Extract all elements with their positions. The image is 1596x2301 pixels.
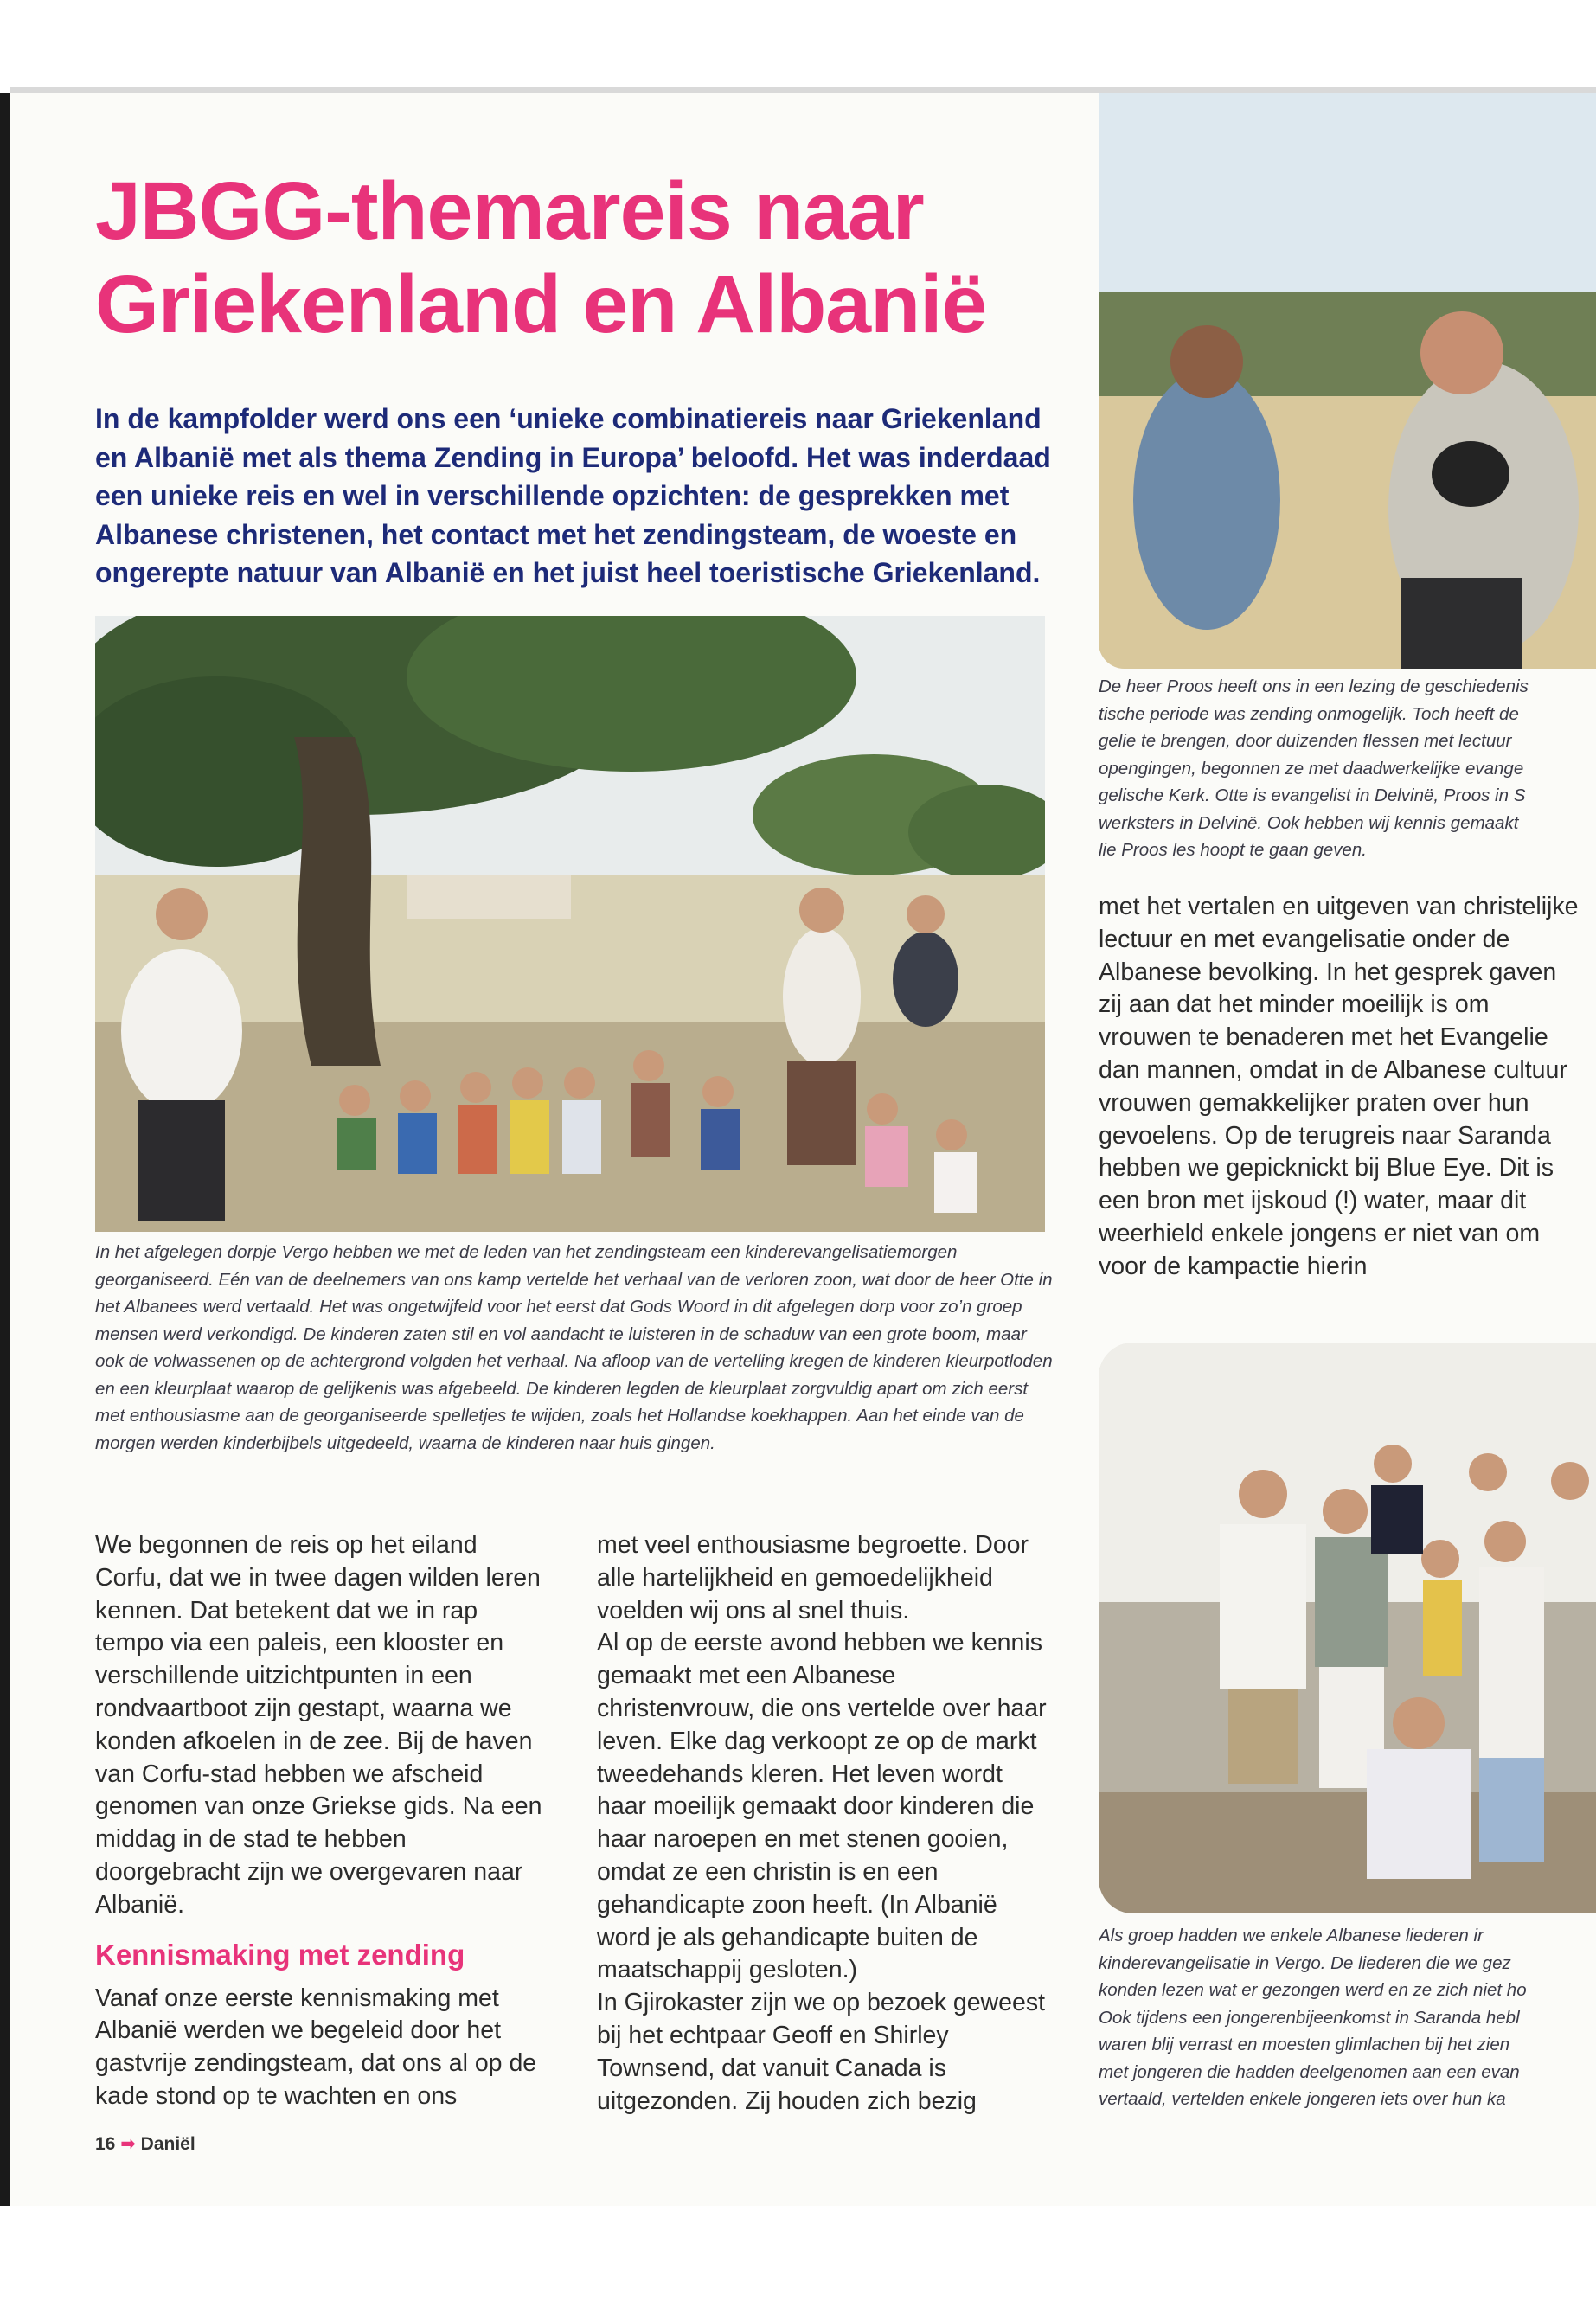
arrow-right-icon: ➡ — [120, 2134, 136, 2154]
caption-line: De heer Proos heeft ons in een lezing de geschiedenis — [1099, 676, 1529, 696]
speakers-photo-caption — [1099, 673, 1596, 864]
caption-line: gelische Kerk. Otte is evangelist in Delvinë, Proos in S — [1099, 785, 1526, 805]
caption-line: opengingen, begonnen ze met daadwerkelijke evange — [1099, 758, 1524, 779]
page-number: 16 — [95, 2134, 116, 2154]
body-paragraph: met het vertalen en uitgeven van christelijke lectuur en met evangelisatie onder de Albanese bevolking. In het gesprek gaven zij aan dat het minder moeilijk is om vrouwen te benaderen met het Evangelie dan mannen, omdat in de Albanese cultuur vrouwen gemakkelijker praten over hun gevoelens. Op de terugreis naar Saranda hebben we gepicknickt bij Blue Eye. Dit is een bron met ijskoud (!) water, maar dit weerhield enkele jongens er niet van om voor de kampactie hierin — [1099, 893, 1579, 1280]
article-lead: In de kampfolder werd ons een ‘unieke combinatiereis naar Griekenland en Albanië met als thema Zending in Europa’ beloofd. Het was inderdaad een unieke reis en wel in verschillende opzichten: de gesprekken met Albanese christenen, het contact met het zendingsteam, de woeste en ongerepte natuur van Albanië en het juist heel toeristische Griekenland. — [95, 403, 1051, 588]
speakers-photo — [1099, 93, 1596, 669]
scan-left-edge — [0, 93, 10, 2206]
body-column-right — [1099, 891, 1583, 1284]
body-paragraph: met veel enthousiasme begroette. Door alle hartelijkheid en gemoedelijkheid voelden wij ons al snel thuis. — [597, 1531, 1029, 1625]
caption-line: met jongeren die hadden deelgenomen aan een evan — [1099, 2061, 1520, 2082]
caption-line: tische periode was zending onmogelijk. Toch heeft de — [1099, 703, 1519, 724]
group-photo-drawing — [1099, 1343, 1596, 1913]
caption-line: lie Proos les hoopt te gaan geven. — [1099, 840, 1367, 860]
caption-line: Ook tijdens een jongerenbijeenkomst in Saranda hebl — [1099, 2007, 1520, 2028]
caption-line: kinderevangelisatie in Vergo. De liederen die we gez — [1099, 1952, 1511, 1973]
page-footer — [95, 2133, 195, 2155]
group-photo-youth — [1099, 1343, 1596, 1913]
body-paragraph: Vanaf onze eerste kennismaking met Albanië werden we begeleid door het gastvrije zendingsteam, dat ons al op de kade stond op te wachten en ons — [95, 1984, 537, 2110]
body-column-left — [95, 1529, 545, 2113]
body-paragraph: In Gjirokaster zijn we op bezoek geweest bij het echtpaar Geoff en Shirley Townsend, dat vanuit Canada is uitgezonden. Zij houden zich bezig — [597, 1989, 1046, 2115]
caption-line: werksters in Delvinë. Ook hebben wij kennis gemaakt — [1099, 812, 1519, 833]
caption-line: waren blij verrast en moesten glimlachen bij het zien — [1099, 2035, 1510, 2054]
caption-line: vertaald, vertelden enkele jongeren iets over hun ka — [1099, 2089, 1506, 2109]
main-photo-children-under-tree — [95, 616, 1045, 1232]
section-subheading: Kennismaking met zending — [95, 1938, 465, 1971]
body-paragraph: We begonnen de reis op het eiland Corfu, dat we in twee dagen wilden leren kennen. Dat betekent dat we in rap tempo via een paleis, een klooster en verschillende uitzichtpunten in een rondvaartboot zijn gestapt, waarna we konden afkoelen in de zee. Bij de haven van Corfu-stad hebben we afscheid genomen van onze Griekse gids. Na een middag in de stad te hebben doorgebracht zijn we overgevaren naar Albanië. — [95, 1531, 542, 1919]
article-title: JBGG-themareis naar Griekenland en Albanië — [95, 165, 987, 350]
main-photo-caption: In het afgelegen dorpje Vergo hebben we met de leden van het zendingsteam een kinderevangelisatiemorgen georganiseerd. Eén van de deelnemers van ons kamp vertelde het verhaal van de verloren zoon, wat door de heer Otte in het Albanees werd vertaald. Het was ongetwijfeld voor het eerst dat Gods Woord in dit afgelegen dorp voor zo’n groep mensen werd verkondigd. De kinderen zaten stil en vol aandacht te luisteren in de schaduw van een grote boom, maar ook de volwassenen op de achtergrond volgden het verhaal. Na afloop van de vertelling kregen de kinderen kleurpotloden en een kleurplaat waarop de gelijkenis was afgebeeld. De kinderen legden de kleurplaat zorgvuldig apart om zich eerst met enthousiasme aan de georganiseerde spelletjes te wijden, zoals het Hollandse koekhappen. Aan het einde van de morgen werden kinderbijbels uitgedeeld, waarna de kinderen naar huis gingen. — [95, 1242, 1053, 1453]
body-column-middle — [597, 1529, 1047, 2118]
main-photo-drawing — [95, 616, 1045, 1232]
group-photo-caption — [1099, 1922, 1596, 2113]
caption-line: konden lezen wat er gezongen werd en ze zich niet ho — [1099, 1980, 1527, 2000]
magazine-name: Daniël — [140, 2134, 195, 2154]
speakers-photo-drawing — [1099, 93, 1596, 669]
body-paragraph: Al op de eerste avond hebben we kennis gemaakt met een Albanese christenvrouw, die ons vertelde over haar leven. Elke dag verkoopt ze op de markt tweedehands kleren. Het leven wordt haar moeilijk gemaakt door kinderen die haar naroepen en met stenen gooien, omdat ze een christin is en een gehandicapte zoon heeft. (In Albanië word je als gehandicapte buiten de maatschappij gesloten.) — [597, 1629, 1047, 1984]
caption-line: Als groep hadden we enkele Albanese liederen ir — [1099, 1926, 1484, 1945]
caption-line: gelie te brengen, door duizenden flessen met lectuur — [1099, 731, 1512, 751]
